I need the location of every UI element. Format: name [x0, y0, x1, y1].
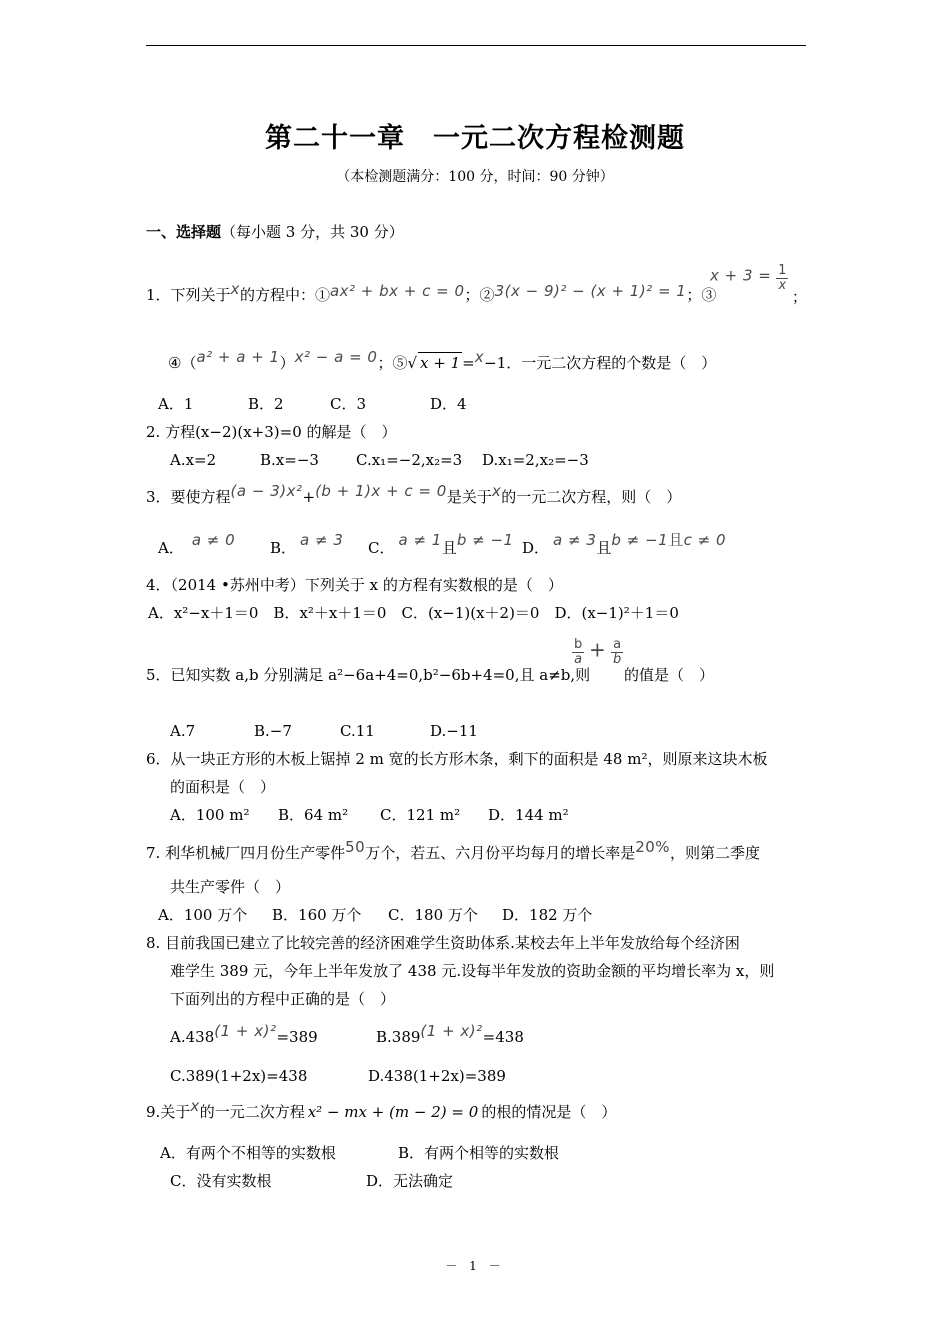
q8-option-d: D.438(1+2x)=389	[368, 1067, 506, 1085]
section-note: （每小题 3 分，共 30 分）	[221, 223, 404, 241]
q1-text: =	[462, 354, 475, 372]
q3-plus: +	[302, 488, 316, 506]
q9-text: 的根的情况是（ ）	[481, 1103, 617, 1121]
q8-line1: 8. 目前我国已建立了比较完善的经济困难学生资助体系.某校去年上半年发放给每个经济困	[146, 934, 740, 952]
q3-option-a	[158, 531, 236, 558]
q3-option-a-math: a ≠ 0	[191, 531, 236, 549]
q1-text: 的方程中：①	[239, 286, 330, 304]
q5-frac-b-a	[572, 638, 584, 667]
q8-line3: 下面列出的方程中正确的是（ ）	[170, 990, 396, 1008]
q4-stem: 4．（2014 •苏州中考）下列关于 x 的方程有实数根的是（ ）	[146, 576, 563, 594]
q7-option-a: A．100 万个	[158, 906, 248, 924]
q9-option-c: C．没有实数根	[170, 1172, 272, 1190]
q1-eq1: ax² + bx + c = 0	[329, 282, 465, 300]
q9-equation: x² − mx + (m − 2) = 0	[307, 1103, 479, 1121]
q8-option-c: C.389(1+2x)=438	[170, 1067, 308, 1085]
q3-option-d	[522, 531, 727, 558]
q5-stem-end: 的值是（ ）	[624, 666, 715, 684]
q6-line1: 6．从一块正方形的木板上锯掉 2 m 宽的长方形木条，剩下的面积是 48 m²，则原来这块木板	[146, 750, 768, 768]
q5-frac-a-b	[611, 638, 623, 667]
q5-option-b: B.−7	[254, 722, 292, 740]
q8-line2: 难学生 389 元，今年上半年发放了 438 元.设每半年发放的资助金额的平均增长率为 x，则	[170, 962, 775, 980]
q3-stem	[146, 482, 682, 507]
q1-option-d: D．4	[430, 395, 467, 413]
q6-option-a: A．100 m²	[170, 806, 250, 824]
q3-text: 3．要使方程	[146, 488, 231, 506]
q8-option-a	[170, 1022, 318, 1047]
q1-option-c: C．3	[330, 395, 367, 413]
q3-option-c	[368, 531, 514, 558]
q8-option-b	[376, 1022, 524, 1047]
q2-option-d: D.x₁=2,x₂=−3	[482, 451, 589, 469]
q5-option-d: D.−11	[430, 722, 478, 740]
q1-semicolon: ；	[792, 288, 808, 306]
q6-option-b: B．64 m²	[278, 806, 349, 824]
q3-option-c-label: C．	[368, 539, 395, 557]
q2-option-b: B.x=−3	[260, 451, 319, 469]
q7-quantity: 50	[345, 838, 366, 856]
q1-option-a: A．1	[158, 395, 194, 413]
q9-option-b: B．有两个相等的实数根	[398, 1144, 560, 1162]
q3-option-b-label: B．	[270, 539, 297, 557]
page-title: 第二十一章 一元二次方程检测题	[265, 123, 685, 154]
q1-eq3-lhs: x + 3 =	[710, 266, 772, 285]
q3-option-c-math2: b ≠ −1	[456, 531, 514, 549]
q3-and: 且	[441, 539, 457, 557]
q1-eq3-den: x	[778, 278, 787, 293]
q3-option-d-math1: a ≠ 3	[553, 531, 597, 549]
q7-text: 万个，若五、六月份平均每月的增长率是	[365, 844, 636, 862]
q2-option-a: A.x=2	[170, 451, 217, 469]
q1-text: ；⑤	[377, 354, 408, 372]
q8-option-a-math: (1 + x)²	[214, 1022, 277, 1040]
q9-text: 9.关于	[146, 1103, 191, 1121]
q2-option-c: C.x₁=−2,x₂=3	[356, 451, 463, 469]
q8-option-b-math: (1 + x)²	[420, 1022, 483, 1040]
q9-option-a: A．有两个不相等的实数根	[160, 1144, 336, 1162]
q1-line2	[168, 348, 717, 373]
q6-option-d: D．144 m²	[488, 806, 569, 824]
q1-eq3-num: 1	[778, 263, 787, 278]
q1-eq3	[710, 262, 788, 291]
q3-option-d-math2: b ≠ −1	[611, 531, 669, 549]
q7-line2: 共生产零件（ ）	[170, 878, 291, 896]
q3-option-b-math: a ≠ 3	[300, 531, 344, 549]
q3-text: 的一元二次方程，则（ ）	[501, 488, 682, 506]
q7-option-b: B．160 万个	[272, 906, 362, 924]
q7-growth-rate: 20%	[635, 838, 671, 856]
q1-text: ）	[279, 354, 295, 372]
q7-text: ，则第二季度	[670, 844, 761, 862]
q1-sqrt: √ x + 1	[407, 354, 461, 372]
q3-eq-part1: (a − 3)x²	[230, 482, 303, 500]
q3-option-d-label: D．	[522, 539, 550, 557]
q1-eq4b: x² − a = 0	[294, 348, 378, 366]
q5-frac2-num: a	[613, 637, 622, 652]
q1-var-x: x	[230, 280, 240, 298]
q3-text: 是关于	[446, 488, 492, 506]
q5-fraction-expr	[572, 638, 623, 667]
q1-text: 1．下列关于	[146, 286, 231, 304]
q1-eq4a: a² + a + 1	[196, 348, 280, 366]
q1-eq2: 3(x − 9)² − (x + 1)² = 1	[494, 282, 687, 300]
q1-eq3-fraction	[776, 264, 788, 293]
q5-stem	[146, 665, 590, 685]
q1-text: ；②	[464, 286, 495, 304]
q5-option-c: C.11	[340, 722, 375, 740]
q1-option-b: B．2	[248, 395, 284, 413]
q3-var-x: x	[491, 482, 502, 500]
top-rule	[146, 45, 806, 46]
q3-option-a-label: A．	[158, 539, 184, 557]
q3-eq-part2: (b + 1)x + c = 0	[315, 482, 447, 500]
q6-option-c: C．121 m²	[380, 806, 461, 824]
q5-frac1-den: a	[574, 652, 583, 667]
q3-and: 且	[668, 531, 684, 549]
q5-option-a: A.7	[170, 722, 196, 740]
q6-line2: 的面积是（ ）	[170, 778, 276, 796]
q9-stem	[146, 1097, 617, 1122]
q5-frac1-num: b	[574, 637, 583, 652]
q4-options: A．x²−x＋1＝0 B．x²＋x＋1＝0 C．(x−1)(x＋2)＝0 D．(x−1)²＋1＝0	[148, 604, 679, 622]
q8-option-b-text: B.389	[376, 1028, 421, 1046]
q8-option-a-text: A.438	[170, 1028, 215, 1046]
q7-option-d: D．182 万个	[502, 906, 593, 924]
q8-option-b-text2: =438	[482, 1028, 524, 1046]
q3-option-c-math1: a ≠ 1	[398, 531, 442, 549]
q7-line1	[146, 838, 761, 863]
page-number: － 1 －	[445, 1259, 505, 1273]
q9-option-d: D．无法确定	[366, 1172, 454, 1190]
q1-text: ④（	[168, 354, 197, 372]
q3-option-d-math3: c ≠ 0	[683, 531, 727, 549]
q1-text: −1．一元二次方程的个数是（ ）	[484, 354, 717, 372]
q1-sqrt-body: x + 1	[420, 354, 461, 372]
q5-text: 5．已知实数 a,b 分别满足 a²−6a+4=0,b²−6b+4=0,且 a≠b,则	[146, 666, 591, 684]
q1-line1	[146, 280, 717, 305]
q1-var-x2: x	[474, 348, 485, 366]
section-label: 一、选择题	[146, 223, 222, 241]
q7-option-c: C．180 万个	[388, 906, 478, 924]
q2-stem: 2. 方程(x−2)(x+3)=0 的解是（ ）	[146, 423, 397, 441]
q9-var-x: x	[190, 1097, 200, 1115]
q3-option-b	[270, 531, 344, 558]
page-subtitle: （本检测题满分：100 分，时间：90 分钟）	[336, 169, 614, 185]
section-heading	[146, 222, 404, 242]
q1-text: ；③	[686, 286, 717, 304]
q5-plus: +	[589, 637, 607, 662]
q5-frac2-den: b	[612, 652, 622, 667]
q7-text: 7. 利华机械厂四月份生产零件	[146, 844, 346, 862]
q3-and: 且	[596, 539, 612, 557]
q9-text: 的一元二次方程	[199, 1103, 305, 1121]
q8-option-a-text2: =389	[276, 1028, 318, 1046]
